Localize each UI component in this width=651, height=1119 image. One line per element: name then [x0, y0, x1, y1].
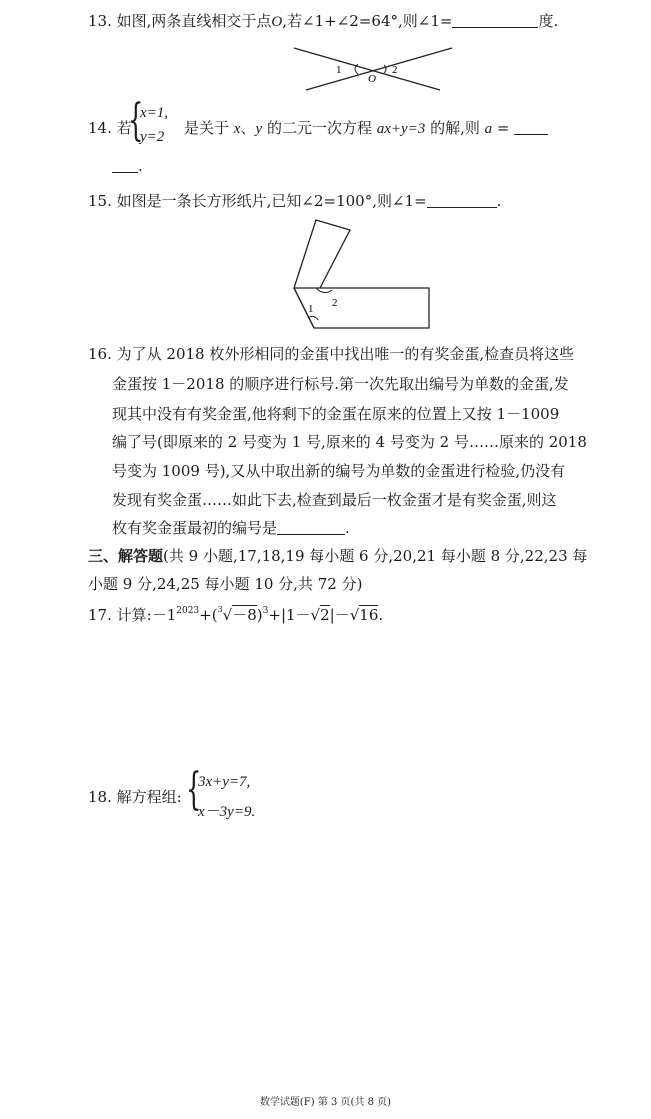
- period: .: [138, 157, 143, 175]
- unit-text: 度.: [538, 12, 559, 30]
- question-16-line: 金蛋按 1－2018 的顺序进行标号.第一次先取出编号为单数的金蛋,发: [112, 375, 569, 393]
- radicand: 16: [359, 606, 379, 624]
- question-text: 是关于: [184, 119, 230, 137]
- question-number: 17.: [88, 606, 112, 624]
- answer-blank[interactable]: [452, 13, 538, 28]
- question-16-line: 现其中没有有奖金蛋,他将剩下的金蛋在原来的位置上又按 1－1009: [112, 405, 560, 423]
- question-label: 计算:: [116, 606, 152, 624]
- variable-x: x: [233, 121, 241, 137]
- point-o-label: O: [368, 73, 376, 85]
- question-16: [88, 343, 574, 364]
- question-16-line-last: [112, 517, 350, 538]
- figure-intersecting-lines: [288, 42, 458, 96]
- strip-body: [294, 288, 429, 328]
- question-13: [88, 10, 558, 31]
- question-16-line: 发现有奖金蛋……如此下去,检查到最后一枚金蛋才是有奖金蛋,则这: [112, 491, 557, 509]
- line-2: [306, 48, 452, 90]
- angle-label-1: 1: [308, 303, 314, 315]
- period: .: [378, 606, 384, 624]
- exponent: 2023: [176, 606, 200, 616]
- punct: 、: [240, 119, 256, 137]
- section-title: 三、解答题: [88, 547, 164, 565]
- point-label: O: [271, 14, 283, 30]
- section-3-desc-line2: 小题 9 分,24,25 每小题 10 分,共 72 分): [88, 575, 363, 593]
- question-text: 为了从 2018 枚外形相同的金蛋中找出唯一的有奖金蛋,检查员将这些: [116, 345, 575, 363]
- question-number: 18.: [88, 788, 112, 806]
- brace-icon: {: [186, 764, 202, 815]
- radical-icon: √: [349, 606, 360, 624]
- expr: －1: [151, 606, 177, 624]
- question-text: 若: [116, 119, 132, 137]
- question-18: [88, 786, 182, 807]
- question-text: 枚有奖金蛋最初的编号是: [112, 519, 278, 537]
- answer-blank[interactable]: [277, 520, 345, 535]
- question-number: 16.: [88, 345, 112, 363]
- question-number: 13.: [88, 12, 112, 30]
- angle-label-1: 1: [336, 64, 342, 76]
- root-index: 3: [217, 605, 223, 614]
- system-row: x=1,: [140, 105, 169, 121]
- period: .: [345, 519, 350, 537]
- system-row: x－3y=9.: [198, 804, 256, 820]
- question-label: 解方程组:: [116, 788, 182, 806]
- angle-label-2: 2: [392, 64, 398, 76]
- section-3-header: [88, 545, 587, 566]
- question-text: 的二元一次方程: [266, 119, 372, 137]
- solution-system: [128, 95, 188, 151]
- variable-a: a: [484, 121, 493, 137]
- system-row: y=2: [140, 129, 165, 145]
- question-16-line: 编了号(即原来的 2 号变为 1 号,原来的 4 号变为 2 号……原来的 2018: [112, 433, 587, 451]
- question-17: [88, 604, 383, 625]
- radical-icon: √: [222, 606, 233, 624]
- question-text: 如图是一条长方形纸片,已知∠2=100°,则∠1=: [116, 192, 427, 210]
- question-number: 15.: [88, 192, 112, 210]
- answer-blank[interactable]: [427, 193, 497, 208]
- equals-sign: =: [496, 119, 510, 137]
- variable-y: y: [255, 121, 263, 137]
- period: .: [496, 192, 502, 210]
- question-15: [88, 190, 501, 211]
- question-14: [88, 117, 132, 138]
- question-14-cont: [184, 117, 548, 138]
- page-footer: 数学试题(F) 第 3 页(共 8 页): [259, 1097, 392, 1108]
- question-16-line: 号变为 1009 号),又从中取出新的编号为单数的金蛋进行检验,仍没有: [112, 462, 566, 480]
- angle-2-arc: [384, 65, 386, 73]
- figure-folded-paper-strip: [288, 218, 433, 332]
- expr: |－: [329, 606, 350, 624]
- system-row: 3x+y=7,: [198, 774, 251, 790]
- equation-system: [186, 764, 286, 824]
- question-14-line2: [112, 157, 143, 175]
- expr: +|1－: [268, 606, 311, 624]
- expr: +(: [199, 606, 218, 624]
- exponent: 3: [262, 606, 269, 616]
- radicand: 2: [320, 606, 330, 624]
- radicand: －8: [232, 606, 257, 624]
- radical-icon: √: [310, 606, 321, 624]
- line-1: [294, 48, 440, 90]
- answer-blank-cont[interactable]: [112, 158, 138, 173]
- equation: ax+y=3: [376, 121, 426, 137]
- section-desc: (共 9 小题,17,18,19 每小题 6 分,20,21 每小题 8 分,22,23 每: [163, 547, 588, 565]
- brace-icon: {: [128, 95, 144, 146]
- question-text: ,若∠1+∠2=64°,则∠1=: [282, 12, 453, 30]
- angle-label-2: 2: [332, 297, 338, 309]
- answer-blank[interactable]: [514, 120, 548, 135]
- question-text: 如图,两条直线相交于点: [116, 12, 272, 30]
- question-text: 的解,则: [430, 119, 480, 137]
- angle-2-arc: [316, 288, 332, 293]
- folded-part: [294, 220, 350, 288]
- question-number: 14.: [88, 119, 112, 137]
- expr: ): [256, 606, 263, 624]
